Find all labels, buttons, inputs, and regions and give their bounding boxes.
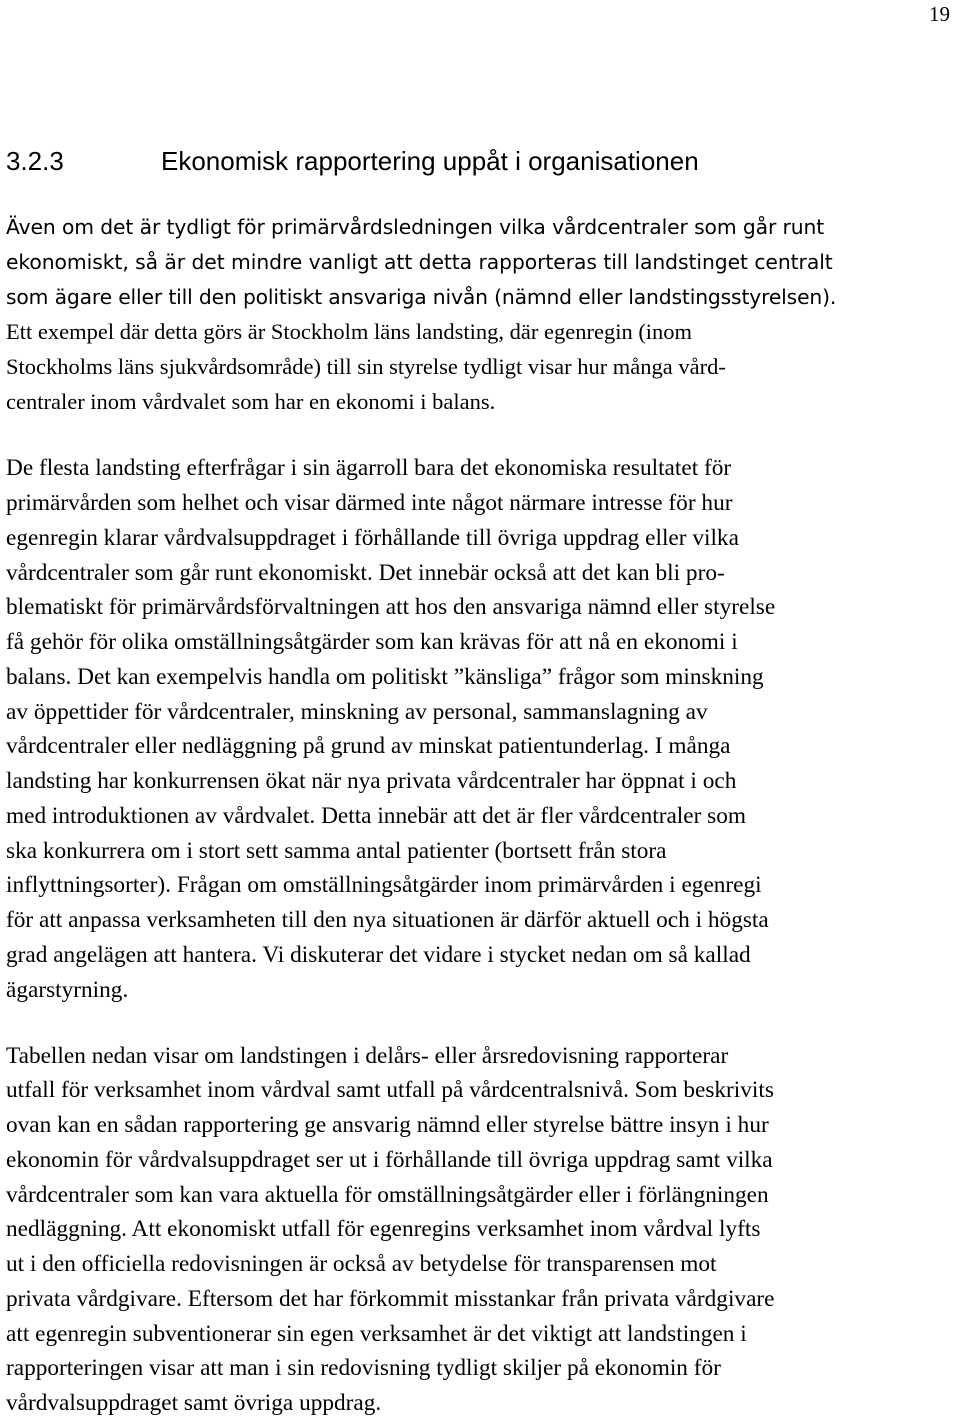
text-line: Stockholms läns sjukvårdsområde) till sin styrelse tydligt visar hur många vård- — [6, 354, 726, 379]
text-line: vårdcentraler eller nedläggning på grund av minskat patientunderlag. I många — [6, 733, 731, 759]
text-line: Tabellen nedan visar om landstingen i delårs- eller årsredovisning rapporterar — [6, 1043, 729, 1069]
text-line: ska konkurrera om i stort sett samma antal patienter (bortsett från stora — [6, 838, 667, 864]
text-line: privata vårdgivare. Eftersom det har förkommit misstankar från privata vårdgivare — [6, 1286, 775, 1312]
text-line: ekonomiskt, så är det mindre vanligt att detta rapporteras till landstinget centralt — [6, 250, 833, 274]
text-line: nedläggning. Att ekonomiskt utfall för egenregins verksamhet inom vårdval lyfts — [6, 1216, 761, 1242]
text-line: ägarstyrning. — [6, 977, 129, 1003]
text-line: vårdcentraler som kan vara aktuella för omställningsåtgärder eller i förlängningen — [6, 1182, 769, 1208]
text-line: Även om det är tydligt för primärvårdsledningen vilka vårdcentraler som går runt — [6, 215, 825, 239]
text-line: Ett exempel där detta görs är Stockholm läns landsting, där egenregin (inom — [6, 319, 693, 344]
text-line: grad angelägen att hantera. Vi diskuterar det vidare i stycket nedan om så kallad — [6, 942, 751, 968]
text-line: blematiskt för primärvårdsförvaltningen att hos den ansvariga nämnd eller styrelse — [6, 594, 776, 620]
text-line: att egenregin subventionerar sin egen verksamhet är det viktigt att landstingen i — [6, 1321, 747, 1347]
text-line: vårdvalsuppdraget samt övriga uppdrag. — [6, 1390, 382, 1416]
text-line: vårdcentraler som går runt ekonomiskt. Det innebär också att det kan bli pro- — [6, 560, 725, 586]
text-line: för att anpassa verksamheten till den nya situationen är därför aktuell och i högsta — [6, 907, 769, 933]
text-line: få gehör för olika omställningsåtgärder som kan krävas för att nå en ekonomi i — [6, 629, 738, 655]
text-line: av öppettider för vårdcentraler, minskning av personal, sammanslagning av — [6, 699, 708, 725]
section-number: 3.2.3 — [6, 146, 64, 176]
text-line: rapporteringen visar att man i sin redovisning tydligt skiljer på ekonomin för — [6, 1355, 721, 1381]
text-line: centraler inom vårdvalet som har en ekonomi i balans. — [6, 389, 496, 414]
text-line: ekonomin för vårdvalsuppdraget ser ut i förhållande till övriga uppdrag samt vilka — [6, 1147, 773, 1173]
text-line: ovan kan en sådan rapportering ge ansvarig nämnd eller styrelse bättre insyn i hur — [6, 1112, 769, 1138]
text-line: balans. Det kan exempelvis handla om politiskt ”känsliga” frågor som minskning — [6, 664, 764, 690]
section-title: Ekonomisk rapportering uppåt i organisationen — [161, 146, 699, 176]
text-line: som ägare eller till den politiskt ansvariga nivån (nämnd eller landstingsstyrelsen). — [6, 285, 837, 309]
text-line: ut i den officiella redovisningen är också av betydelse för transparensen mot — [6, 1251, 717, 1277]
text-line: egenregin klarar vårdvalsuppdraget i förhållande till övriga uppdrag eller vilka — [6, 525, 739, 551]
text-line: utfall för verksamhet inom vårdval samt utfall på vårdcentralsnivå. Som beskrivits — [6, 1077, 774, 1103]
page-number: 19 — [929, 2, 950, 26]
text-line: primärvården som helhet och visar därmed inte något närmare intresse för hur — [6, 490, 733, 516]
text-line: inflyttningsorter). Frågan om omställningsåtgärder inom primärvården i egenregi — [6, 872, 762, 898]
text-line: med introduktionen av vårdvalet. Detta innebär att det är fler vårdcentraler som — [6, 803, 747, 829]
section-heading — [0, 141, 960, 181]
text-line: landsting har konkurrensen ökat när nya privata vårdcentraler har öppnat i och — [6, 768, 737, 794]
text-line: De flesta landsting efterfrågar i sin ägarroll bara det ekonomiska resultatet för — [6, 455, 732, 481]
